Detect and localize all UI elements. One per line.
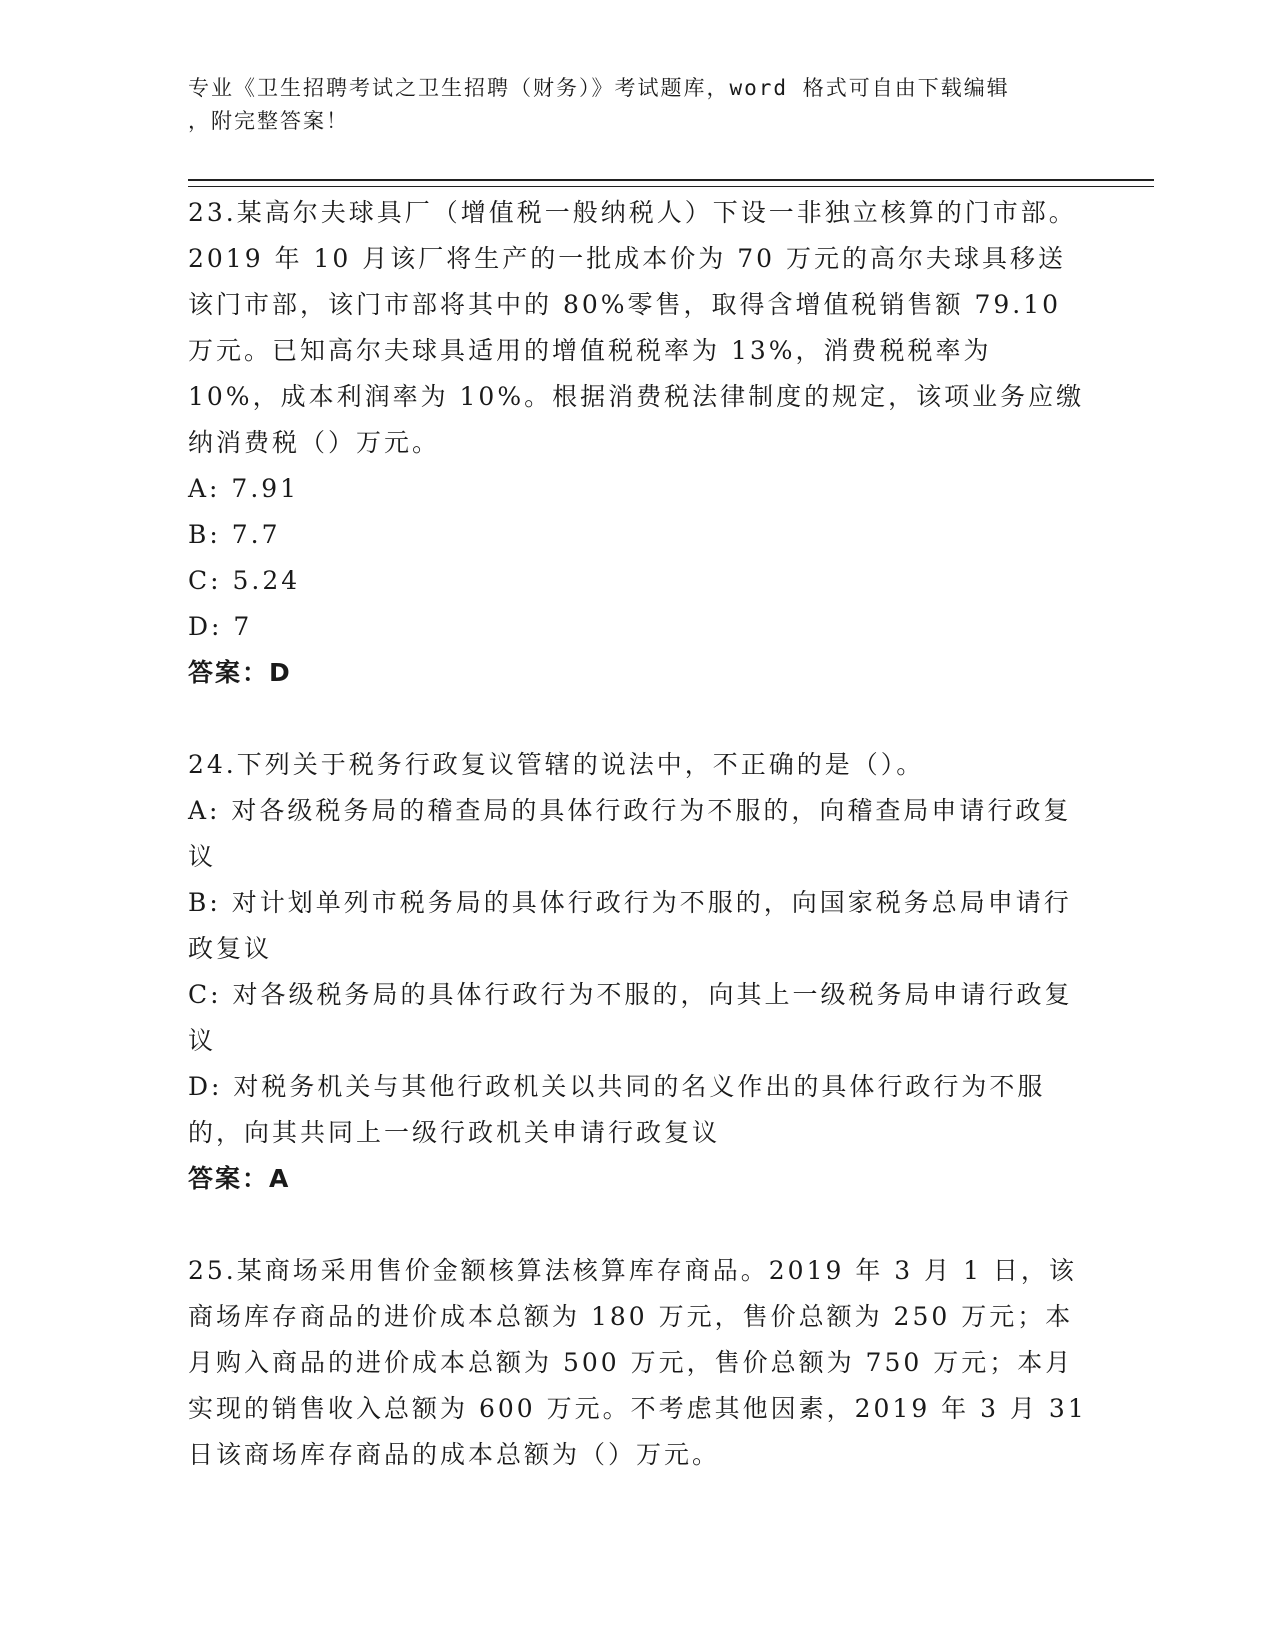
option-c: C: 对各级税务局的具体行政行为不服的，向其上一级税务局申请行政复议 <box>188 980 1073 1055</box>
option-d: D: 7 <box>188 612 253 641</box>
option-a: A: 7.91 <box>188 474 300 503</box>
question-stem: 25.某商场采用售价金额核算法核算库存商品。2019 年 3 月 1 日，该商场库存商品的进价成本总额为 180 万元，售价总额为 250 万元；本月购入商品的进价成本总额为 500 万元，售价总额为 750 万元；本月实现的销售收入总额为 600 万元。不考虑其他因素，2019 年 3 月 31 日该商场库存商品的成本总额为（）万元。 <box>188 1256 1087 1469</box>
option-c: C: 5.24 <box>188 566 301 595</box>
option-b: B: 对计划单列市税务局的具体行政行为不服的，向国家税务总局申请行政复议 <box>188 888 1072 963</box>
question-stem: 24.下列关于税务行政复议管辖的说法中，不正确的是（）。 <box>188 750 925 779</box>
question-25 <box>188 1248 1088 1478</box>
answer: 答案：A <box>188 1164 291 1193</box>
question-list <box>188 190 1088 1478</box>
question-24 <box>188 742 1088 1202</box>
header-divider-thin <box>188 186 1154 187</box>
question-23 <box>188 190 1088 696</box>
answer: 答案：D <box>188 658 292 687</box>
document-header <box>188 72 1088 138</box>
option-b: B: 7.7 <box>188 520 281 549</box>
header-line-2: ，附完整答案！ <box>188 109 349 133</box>
option-a: A: 对各级税务局的稽查局的具体行政行为不服的，向稽查局申请行政复议 <box>188 796 1072 871</box>
question-stem: 23.某高尔夫球具厂（增值税一般纳税人）下设一非独立核算的门市部。2019 年 10 月该厂将生产的一批成本价为 70 万元的高尔夫球具移送该门市部，该门市部将其中的 80%零售，取得含增值税销售额 79.10 万元。已知高尔夫球具适用的增值税税率为 13%，消费税税率为 10%，成本利润率为 10%。根据消费税法律制度的规定，该项业务应缴纳消费税（）万元。 <box>188 198 1085 457</box>
header-divider-thick <box>188 179 1154 181</box>
option-d: D: 对税务机关与其他行政机关以共同的名义作出的具体行政行为不服的，向其共同上一级行政机关申请行政复议 <box>188 1072 1046 1147</box>
header-line-1: 专业《卫生招聘考试之卫生招聘（财务）》考试题库，word 格式可自由下载编辑 <box>188 76 1010 100</box>
